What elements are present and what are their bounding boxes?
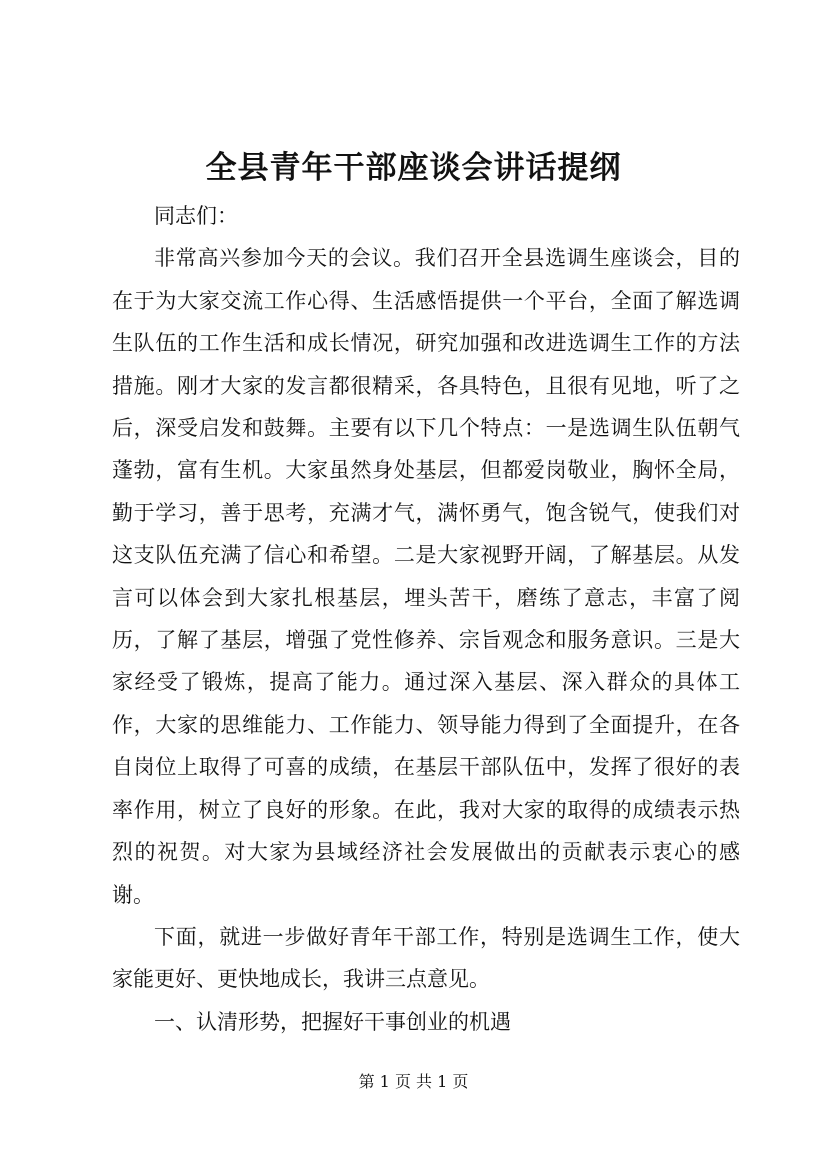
page-footer: 第 1 页 共 1 页 [358, 1072, 469, 1091]
paragraph-intro: 非常高兴参加今天的会议。我们召开全县选调生座谈会，目的在于为大家交流工作心得、生活感悟提供一个平台，全面了解选调生队伍的工作生活和成长情况，研究加强和改进选调生工作的方法措施。刚才大家的发言都很精采，各具特色，且很有见地，听了之后，深受启发和鼓舞。主要有以下几个特点：一是选调生队伍朝气蓬勃，富有生机。大家虽然身处基层，但都爱岗敬业，胸怀全局，勤于学习，善于思考，充满才气，满怀勇气，饱含锐气，使我们对这支队伍充满了信心和希望。二是大家视野开阔，了解基层。从发言可以体会到大家扎根基层，埋头苦干，磨练了意志，丰富了阅历，了解了基层，增强了党性修养、宗旨观念和服务意识。三是大家经受了锻炼，提高了能力。通过深入基层、深入群众的具体工作，大家的思维能力、工作能力、领导能力得到了全面提升，在各自岗位上取得了可喜的成绩，在基层干部队伍中，发挥了很好的表率作用，树立了良好的形象。在此，我对大家的取得的成绩表示热烈的祝贺。对大家为县域经济社会发展做出的贡献表示衷心的感谢。 [112, 246, 740, 907]
document-body [112, 195, 740, 1043]
salutation: 同志们： [154, 204, 238, 228]
paragraph-transition: 下面，就进一步做好青年干部工作，特别是选调生工作，使大家能更好、更快地成长，我讲三点意见。 [112, 924, 740, 992]
section-heading-1: 一、认清形势，把握好干事创业的机遇 [154, 1009, 511, 1034]
document-title: 全县青年干部座谈会讲话提纲 [205, 150, 622, 186]
